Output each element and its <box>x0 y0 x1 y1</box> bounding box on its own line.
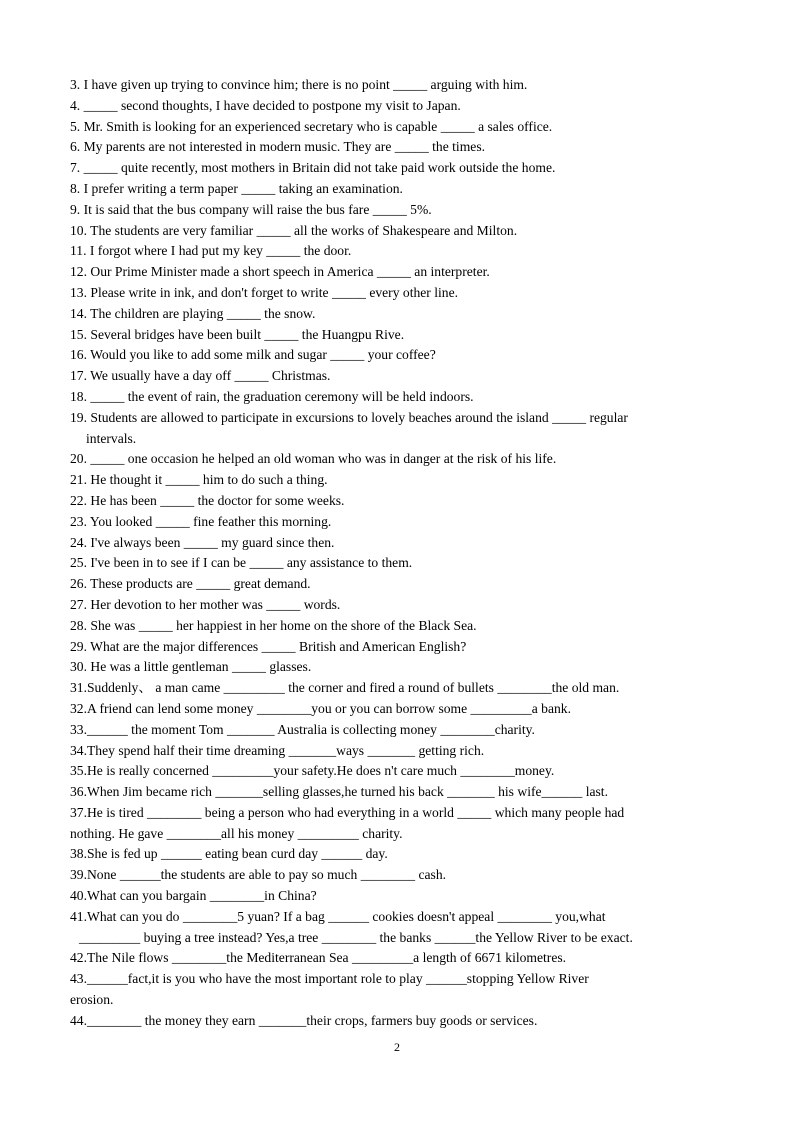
question-20: 20. _____ one occasion he helped an old woman who was in danger at the risk of his life. <box>70 451 557 467</box>
question-9: 9. It is said that the bus company will raise the bus fare _____ 5%. <box>70 201 432 217</box>
worksheet <box>70 75 722 1032</box>
question-43-line-1: 43.______fact,it is you who have the most important role to play ______stopping Yellow River <box>70 971 589 987</box>
question-22: 22. He has been _____ the doctor for some weeks. <box>70 492 345 508</box>
question-43-line-2: erosion. <box>70 992 114 1008</box>
question-31: 31.Suddenly、 a man came _________ the corner and fired a round of bullets ________the old man. <box>70 680 620 696</box>
question-27: 27. Her devotion to her mother was _____ words. <box>70 596 341 612</box>
question-12: 12. Our Prime Minister made a short speech in America _____ an interpreter. <box>70 264 490 280</box>
question-43 <box>70 969 722 1011</box>
question-41-line-1: 41.What can you do ________5 yuan? If a bag ______ cookies doesn't appeal ________ you,what <box>70 908 606 924</box>
question-13: 13. Please write in ink, and don't forget to write _____ every other line. <box>70 284 459 300</box>
question-18: 18. _____ the event of rain, the graduation ceremony will be held indoors. <box>70 388 474 404</box>
question-5: 5. Mr. Smith is looking for an experienced secretary who is capable _____ a sales office. <box>70 118 553 134</box>
question-41-line-2: _________ buying a tree instead? Yes,a tree ________ the banks ______the Yellow River to be exact. <box>79 929 633 945</box>
question-40: 40.What can you bargain ________in China? <box>70 888 317 904</box>
question-19-line-2: intervals. <box>86 430 137 446</box>
question-44: 44.________ the money they earn _______their crops, farmers buy goods or services. <box>70 1012 538 1028</box>
question-11: 11. I forgot where I had put my key _____ the door. <box>70 243 352 259</box>
question-19-line-1: 19. Students are allowed to participate in excursions to lovely beaches around the island _____ regular <box>70 409 628 425</box>
question-7: 7. _____ quite recently, most mothers in Britain did not take paid work outside the home. <box>70 160 556 176</box>
question-30: 30. He was a little gentleman _____ glasses. <box>70 659 312 675</box>
question-36: 36.When Jim became rich _______selling glasses,he turned his back _______ his wife______ last. <box>70 784 608 800</box>
question-14: 14. The children are playing _____ the snow. <box>70 305 316 321</box>
question-26: 26. These products are _____ great demand. <box>70 576 311 592</box>
question-39: 39.None ______the students are able to pay so much ________ cash. <box>70 867 447 883</box>
question-34: 34.They spend half their time dreaming _______ways _______ getting rich. <box>70 742 485 758</box>
question-3: 3. I have given up trying to convince him; there is no point _____ arguing with him. <box>70 77 528 92</box>
question-15: 15. Several bridges have been built _____ the Huangpu Rive. <box>70 326 405 342</box>
page-number: 2 <box>394 1040 400 1054</box>
question-4: 4. _____ second thoughts, I have decided to postpone my visit to Japan. <box>70 97 461 113</box>
question-37-line-2: nothing. He gave ________all his money _________ charity. <box>70 825 403 841</box>
question-17: 17. We usually have a day off _____ Christmas. <box>70 368 331 384</box>
question-32: 32.A friend can lend some money ________you or you can borrow some _________a bank. <box>70 700 571 716</box>
question-42: 42.The Nile flows ________the Mediterranean Sea _________a length of 6671 kilometres. <box>70 950 567 966</box>
question-35: 35.He is really concerned _________your safety.He does n't care much ________money. <box>70 763 555 779</box>
question-37-line-1: 37.He is tired ________ being a person who had everything in a world _____ which many people had <box>70 804 625 820</box>
question-37 <box>70 803 722 845</box>
question-16: 16. Would you like to add some milk and sugar _____ your coffee? <box>70 347 436 363</box>
question-8: 8. I prefer writing a term paper _____ taking an examination. <box>70 180 403 196</box>
question-38: 38.She is fed up ______ eating bean curd day ______ day. <box>70 846 388 862</box>
question-41 <box>70 907 722 949</box>
question-29: 29. What are the major differences _____ British and American English? <box>70 638 467 654</box>
question-28: 28. She was _____ her happiest in her home on the shore of the Black Sea. <box>70 617 477 633</box>
question-25: 25. I've been in to see if I can be _____ any assistance to them. <box>70 555 413 571</box>
question-6: 6. My parents are not interested in modern music. They are _____ the times. <box>70 139 486 155</box>
question-24: 24. I've always been _____ my guard since then. <box>70 534 335 550</box>
question-10: 10. The students are very familiar _____ all the works of Shakespeare and Milton. <box>70 222 518 238</box>
question-33: 33.______ the moment Tom _______ Australia is collecting money ________charity. <box>70 721 535 737</box>
question-23: 23. You looked _____ fine feather this morning. <box>70 513 332 529</box>
question-21: 21. He thought it _____ him to do such a thing. <box>70 472 328 488</box>
question-19 <box>70 408 722 450</box>
